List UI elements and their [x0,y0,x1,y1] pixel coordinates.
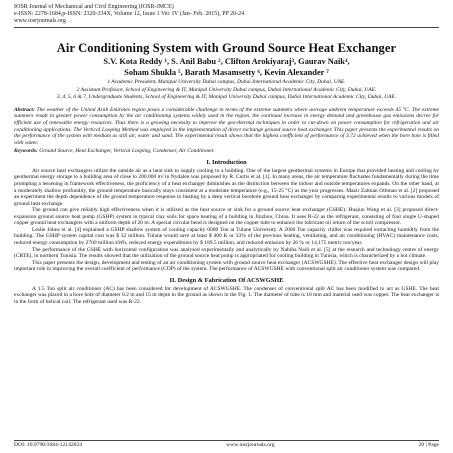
section-heading-introduction: I. Introduction [206,158,247,166]
abstract-label: Abstract: [14,106,35,113]
authors-line: S.V. Kota Reddy ¹, S. Anil Babu ², Clifton Arokiyaraj³, Gaurav Naik⁴, [103,57,350,66]
abstract [14,107,439,147]
paper-title: Air Conditioning System with Ground Source Heat Exchanger [56,41,397,55]
keywords [14,148,439,155]
abstract-text: The weather of the United Arab Emirates region poses a considerable challenge in terms of the extreme summers where average ambient temperature exceeds 45 °C. The extreme summers result in greater power consumption by the air conditioning systems widely used in the region, the continual increase in energy demand and greenhouse gas emissions decree for efficient use of renewable energy resources. Thus there is a growing necessity to improve the geo-thermal techniques in order to cut-down on power consumption for refrigeration and air conditioning applications. The Vertical Looping Method was employed in the implementation of direct exchange ground source heat exchanger. This paper presents the experimental results on the performance of the system with medium as still air, water and sand. The experimental result shows that the highest coefficient of performance of 3.72 achieved when the bore hole is filled with water. [14,106,439,146]
keywords-label: Keywords: [14,148,38,155]
section-introduction-body [14,168,439,273]
journal-issn: e-ISSN: 2278-1684,p-ISSN: 2320-334X, Volume 12, Issue 1 Ver. IV (Jan- Feb. 2015), PP 20-24 [14,11,245,17]
journal-header [14,4,439,28]
paragraph: The performance of the GSHE with horizontal configuration was analysed experimentally and analytically by Nabiha Naili et al. [5] at the research and technology centre of energy (CRTE), in northern Tunisia. The results showed that the utilization of the ground source heat pump is appropriated for cooling building in Tunisia, which is characterized by a hot climate. [14,246,439,260]
paragraph: This paper presents the design, development and testing of an air conditioning system with ground source heat exchanger (ACSWGSHE). The effective heat exchanger design will play important role in improving the overall coefficient of performance (COP) of the system. The performance of ACSWGSHE with conventional split air conditioner system was compared. [14,259,439,273]
footer-page-number: 20 | Page [418,442,439,448]
journal-name: IOSR Journal of Mechanical and Civil Engineering (IOSR-JMCE) [14,4,174,10]
paragraph: The ground can give reliably high effectiveness when it is utilized as the heat source or sink for a ground source heat exchanger (GSHE). Huajun Wang et al. [3] proposed direct-expansion ground source heat pump (GSHP) system in typical clay soils for space heating of a building in Jinzhou, China. It uses R-22 as the refrigerant, consisting of four single U-shaped copper ground heat exchangers with a uniform depth of 20 m. A special circular bend is designed on the copper tube to enhance the lubricant oil return of the scroll compressor. [14,207,439,227]
authors-line: Soham Shukla ⁵, Barath Masamsetty ⁶, Kevin Alexander ⁷ [124,67,329,77]
affiliation: 1 Academic President, Manipal University Dubai campus, Dubai International Academic City, Dubai, UAE. [107,79,346,85]
affiliation: 3, 4, 5, 6 & 7, Undergraduate Students, School of Engineering & IT, Manipal University Dubai campus, Dubai International Academic City, Dubai, UAE. [56,94,397,101]
keywords-text: Ground Source, Heat Exchanger, Vertical Looping, Condenser, Air Conditioner. [37,148,215,155]
section-design-body [14,286,439,306]
footer-doi: DOI: 10.9790/1684-12142024 [14,442,83,448]
affiliation: 2 Assistant Professor, School of Engineering & IT, Manipal University Dubai campus, Dubai International Academic City, Dubai, UAE. [76,86,377,93]
journal-website: www.iosrjournals.org [14,18,66,24]
footer-website: www.iosrjournals.org [226,442,275,448]
affiliation-list [14,79,439,101]
page-footer [14,440,439,449]
section-heading-design: II. Design & Fabrication Of ACSWGSHE [169,276,284,284]
paragraph: Air source heat exchangers utilize the outside air as a heat sink to supply cooling to a building. One of the largest geothermal systems in Europe that provided heating and cooling by geothermal energy storage to a building area of close to 200.000 m² in Nydalen was proposed by R. Curtis et al. [1]. In many areas, the air temperature fluctuates fundamentally during the time prompting a lessening in framework effectiveness, the proficiency of a heat exchanger diminishes as the distinction between the indoor and outside temperatures expands. On the other hand, at a moderately shallow profundity, the ground temperature basically stays consistent at a moderate temperature (e.g., 15-25 °C) as the year progresses. Mazir Zaltnan Othman et al. [2] proposed an experiment the depth dependence of the ground temperature response to heating by a deep vertical borehole ground heat exchanger by comparing experimental results to various models of ground heat exchange. [14,167,439,207]
header-rule [14,27,439,28]
footer-rule [14,440,439,441]
author-list [20,57,433,78]
paragraph: Leslie Johns et al. [4] explained a GSHP shallow system of cooling capacity 6000 Ton at Tulane University. A 2000 Ton capacity chiller was required extracting humidity from the building. The GSHP system capital cost was $ 32 million. Tulane would save at least $ 400 K or 33% of the previous heating, ventilating, and air conditioning (HVAC) maintenance costs, reduced energy consumption by 2700 million kWh, reduced energy expenditures by $ 189.5 million, and reduced emission by 26 % or 14,175 metric ton/year. [14,226,439,246]
paragraph: A 1.5 Ton split air conditioner (AC) has been considered for development of ACSWGSHE. The condenser of conventional split AC has been modified to act as GSHE. The heat exchanger was placed in a bore hole of diameter 0.2 m and 15 m depth in the ground as shown in the Fig. 1. The diameter of tube is 10 mm and material used was copper. The heat exchanger is in the form of helical coil. The refrigerant used was R-22. [14,285,439,305]
